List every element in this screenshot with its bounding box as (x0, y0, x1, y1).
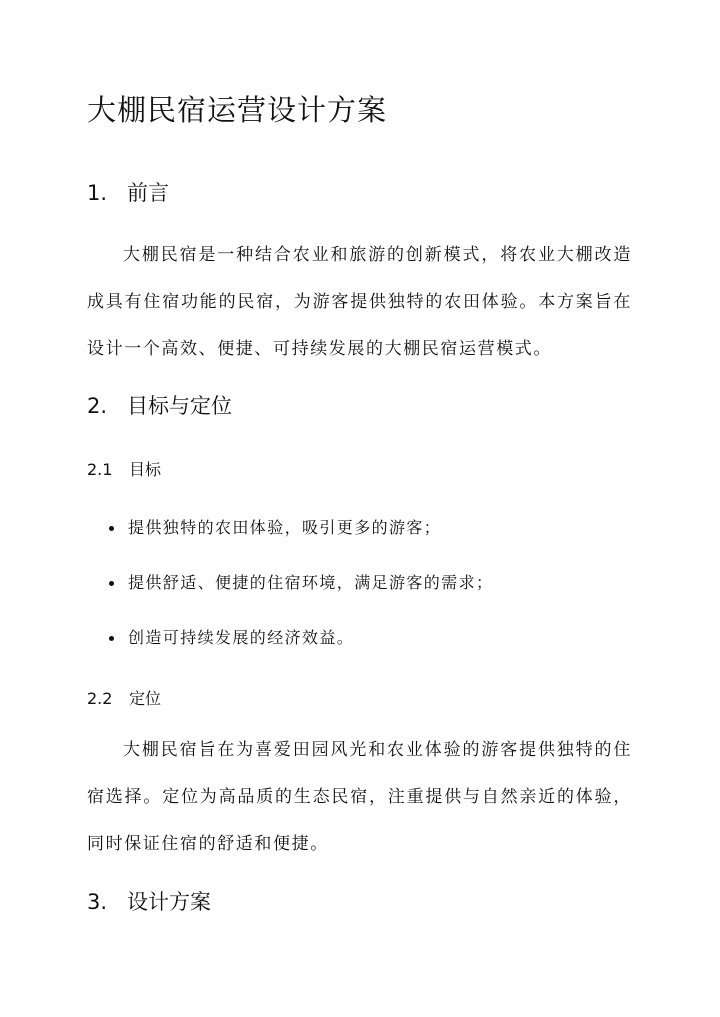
list-item (87, 616, 632, 671)
subsection-heading-2-1 (87, 457, 161, 480)
bullet-icon (109, 526, 114, 531)
goal-bullet-list (87, 506, 632, 671)
list-item-text: 提供独特的农田体验，吸引更多的游客； (128, 518, 442, 537)
section-title: 目标与定位 (127, 394, 232, 418)
section-heading-3 (87, 886, 211, 916)
subsection-title: 定位 (129, 689, 162, 708)
section-paragraph-1: 大棚民宿是一种结合农业和旅游的创新模式，将农业大棚改造成具有住宿功能的民宿，为游客提供独特的农田体验。本方案旨在设计一个高效、便捷、可持续发展的大棚民宿运营模式。 (87, 245, 632, 359)
bullet-icon (109, 581, 114, 586)
list-item-text: 提供舒适、便捷的住宿环境，满足游客的需求； (128, 573, 494, 592)
section-heading-2 (87, 390, 232, 420)
document-title: 大棚民宿运营设计方案 (87, 93, 388, 127)
section-title: 设计方案 (127, 890, 211, 914)
subsection-number: 2.2 (87, 689, 113, 708)
section-number: 2. (87, 394, 108, 418)
subsection-title: 目标 (129, 460, 162, 479)
subsection-paragraph-2-2: 大棚民宿旨在为喜爱田园风光和农业体验的游客提供独特的住宿选择。定位为高品质的生态民宿，注重提供与自然亲近的体验，同时保证住宿的舒适和便捷。 (87, 740, 632, 854)
section-title: 前言 (127, 181, 169, 205)
subsection-number: 2.1 (87, 460, 113, 479)
list-item (87, 561, 632, 616)
list-item (87, 506, 632, 561)
subsection-heading-2-2 (87, 686, 161, 709)
section-number: 3. (87, 890, 108, 914)
section-heading-1 (87, 177, 169, 207)
list-item-text: 创造可持续发展的经济效益。 (128, 628, 355, 647)
bullet-icon (109, 636, 114, 641)
section-number: 1. (87, 181, 108, 205)
